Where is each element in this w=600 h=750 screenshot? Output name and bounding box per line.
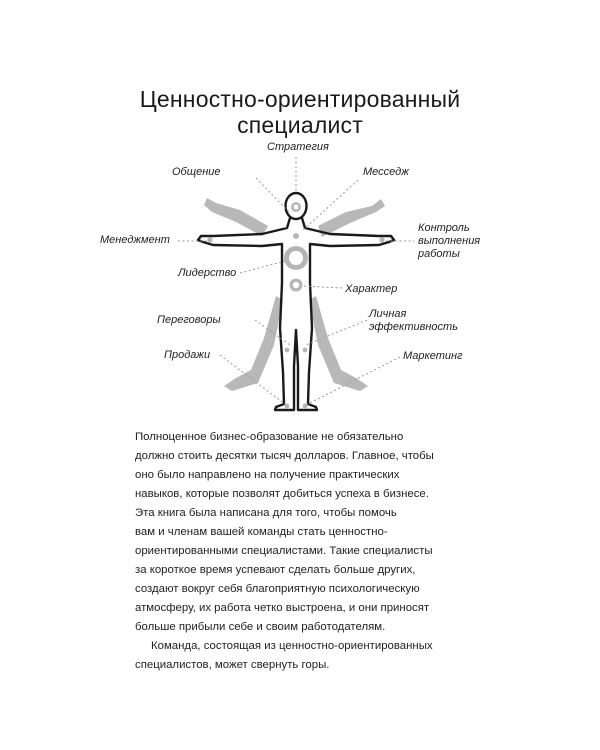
label-personal-efficiency bbox=[369, 308, 458, 334]
body-line: создают вокруг себя благоприятную психологическую bbox=[135, 583, 420, 595]
energy-points bbox=[207, 202, 384, 408]
title-line-1: Ценностно-ориентированный bbox=[139, 86, 461, 112]
body-line: атмосферу, их работа четко выстроена, и они приносят bbox=[135, 602, 430, 614]
label-communication: Общение bbox=[172, 166, 221, 178]
body-line: за короткое время успевают сделать больше других, bbox=[135, 564, 416, 576]
label-control-line-3: работы bbox=[418, 248, 460, 260]
body-line: ориентированными специалистами. Такие специалисты bbox=[135, 545, 433, 557]
label-character: Характер bbox=[345, 283, 398, 295]
label-management: Менеджмент bbox=[100, 234, 170, 246]
label-sales: Продажи bbox=[164, 349, 211, 361]
body-line: Эта книга была написана для того, чтобы помочь bbox=[135, 507, 397, 519]
outline-figure bbox=[198, 193, 394, 410]
body-line: Полноценное бизнес-образование не обязательно bbox=[135, 431, 404, 443]
label-negotiations: Переговоры bbox=[157, 314, 221, 326]
body-line: специалистов, может свернуть горы. bbox=[135, 659, 330, 671]
label-personal-efficiency-line-2: эффективность bbox=[369, 321, 458, 333]
label-control-line-2: выполнения bbox=[418, 235, 481, 247]
body-line: должно стоить десятки тысяч долларов. Главное, чтобы bbox=[135, 450, 434, 462]
label-personal-efficiency-line-1: Личная bbox=[369, 308, 407, 320]
shadow-right-leg bbox=[309, 296, 368, 391]
shadow-left-arm bbox=[204, 198, 268, 236]
label-control bbox=[418, 222, 480, 261]
shadow-right-arm bbox=[318, 199, 385, 237]
body-line: навыков, которые позволят добиться успеха в бизнесе. bbox=[135, 488, 429, 500]
body-line: вам и членам вашей команды стать ценностно- bbox=[135, 526, 388, 538]
body-line: больше прибыли себе и своим работодателям. bbox=[135, 621, 386, 633]
label-control-line-1: Контроль bbox=[418, 222, 470, 234]
body-line: Команда, состоящая из ценностно-ориентированных bbox=[151, 640, 433, 652]
body-text bbox=[135, 428, 485, 675]
label-strategy: Стратегия bbox=[267, 141, 329, 153]
body-paragraph-2 bbox=[135, 637, 485, 675]
body-line: оно было направлено на получение практических bbox=[135, 469, 400, 481]
title-line-2: специалист bbox=[237, 112, 363, 138]
label-message: Месседж bbox=[363, 166, 409, 178]
shadow-left-leg bbox=[224, 296, 283, 391]
body-paragraph-1 bbox=[135, 428, 485, 637]
label-leadership: Лидерство bbox=[178, 267, 237, 279]
label-marketing: Маркетинг bbox=[403, 350, 463, 362]
